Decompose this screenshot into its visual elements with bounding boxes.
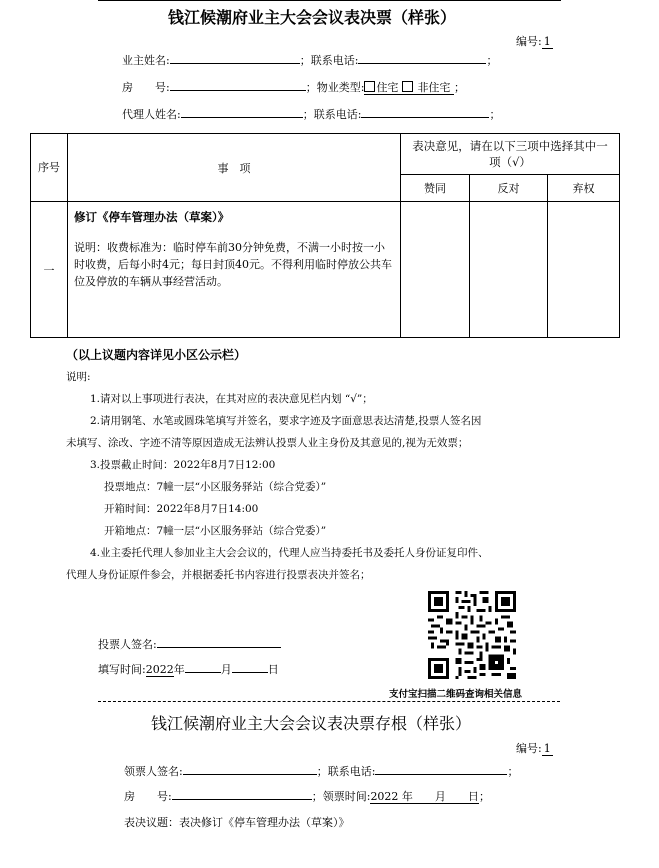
qr-caption: 支付宝扫描二维码查询相关信息	[389, 689, 523, 700]
stub-serial-number: 编号: 1	[516, 742, 551, 755]
non-residential-checkbox[interactable]	[402, 81, 413, 92]
open-location: 开箱地点：7幢一层“小区服务驿站（综合党委）”	[104, 525, 327, 537]
agent-row: 代理人姓名: ；联系电话: ；	[122, 108, 501, 121]
ballot-title: 钱江候潮府业主大会会议表决票（样张）	[168, 8, 457, 27]
room-row: 房 号: ；物业类型: 住宅 非住宅 ；	[122, 81, 465, 94]
col-abstain-header: 弃权	[548, 175, 620, 202]
owner-name-row: 业主姓名: ；联系电话: ；	[122, 54, 498, 67]
bulletin-note: （以上议题内容详见小区公示栏）	[66, 348, 247, 362]
serial-number: 编号: 1	[516, 35, 551, 48]
agent-name-field[interactable]	[181, 106, 303, 118]
row-number: 一	[31, 202, 68, 338]
stub-serial-value: 1	[543, 742, 551, 755]
abstain-cell[interactable]	[548, 202, 620, 338]
stub-receiver-field[interactable]	[183, 763, 317, 775]
row-title: 修订《停车管理办法（草案）》	[74, 210, 230, 224]
stub-phone-field[interactable]	[375, 763, 507, 775]
tear-line	[98, 701, 560, 702]
qr-code-icon[interactable]	[428, 591, 516, 679]
top-rule	[98, 0, 561, 1]
stub-room-row: 房 号: ；领票时间:2022 年 月 日；	[124, 790, 490, 803]
stub-receiver-row: 领票人签名: ；联系电话: ；	[124, 765, 519, 778]
note-4-line2: 代理人身份证原件参会，并根据委托书内容进行投票表决并签名；	[66, 569, 371, 581]
note-2-line1: 2.请用钢笔、水笔或圆珠笔填写并签名，要求字迹及字面意思表达清楚,投票人签名因	[90, 415, 482, 427]
residential-checkbox[interactable]	[364, 81, 375, 92]
note-1: 1.请对以上事项进行表决，在其对应的表决意见栏内划 “√”；	[90, 393, 373, 405]
stub-issue: 表决议题：表决修订《停车管理办法（草案）》	[124, 816, 350, 829]
voter-sign-field[interactable]	[157, 636, 281, 648]
note-4-line1: 4.业主委托代理人参加业主大会会议的，代理人应当持委托书及委托人身份证复印件、	[90, 547, 489, 559]
property-type-options: 住宅 非住宅	[364, 81, 454, 95]
agent-phone-field[interactable]	[361, 106, 489, 118]
col-agree-header: 赞同	[401, 175, 470, 202]
stub-room-field[interactable]	[172, 788, 312, 800]
row-description: 说明：收费标准为：临时停车前30分钟免费，不满一小时按一小时收费，后每小时4元；每日封顶40元。不得利用临时停放公共车位及停放的车辆从事经营活动。	[74, 241, 392, 288]
voter-sign-row: 投票人签名:	[98, 636, 281, 652]
col-opinion-header: 表决意见，请在以下三项中选择其中一项（√）	[401, 134, 620, 175]
vote-table	[30, 133, 620, 338]
col-oppose-header: 反对	[470, 175, 548, 202]
notes-heading: 说明:	[66, 371, 91, 383]
open-time: 开箱时间：2022年8月7日14:00	[104, 503, 259, 515]
stub-receive-time: 2022 年 月 日	[370, 790, 479, 803]
owner-name-field[interactable]	[170, 52, 300, 64]
oppose-cell[interactable]	[470, 202, 548, 338]
note-3: 3.投票截止时间：2022年8月7日12:00	[90, 459, 276, 471]
owner-phone-field[interactable]	[358, 52, 486, 64]
note-2-line2: 未填写、涂改、字迹不清等原因造成无法辨认投票人业主身份及其意见的,视为无效票；	[66, 437, 469, 449]
fill-day-field[interactable]	[232, 661, 268, 673]
fill-time-row: 填写时间:2022年 月 日	[98, 663, 279, 676]
col-no-header: 序号	[31, 134, 68, 202]
agree-cell[interactable]	[401, 202, 470, 338]
stub-title: 钱江候潮府业主大会会议表决票存根（样张）	[151, 714, 472, 733]
vote-location: 投票地点：7幢一层“小区服务驿站（综合党委）”	[104, 481, 327, 493]
fill-month-field[interactable]	[185, 661, 221, 673]
serial-number-value: 1	[543, 35, 551, 48]
col-item-header: 事 项	[68, 134, 401, 202]
room-field[interactable]	[170, 79, 306, 91]
fill-year-value: 2022	[145, 663, 174, 676]
row-item	[68, 202, 401, 338]
